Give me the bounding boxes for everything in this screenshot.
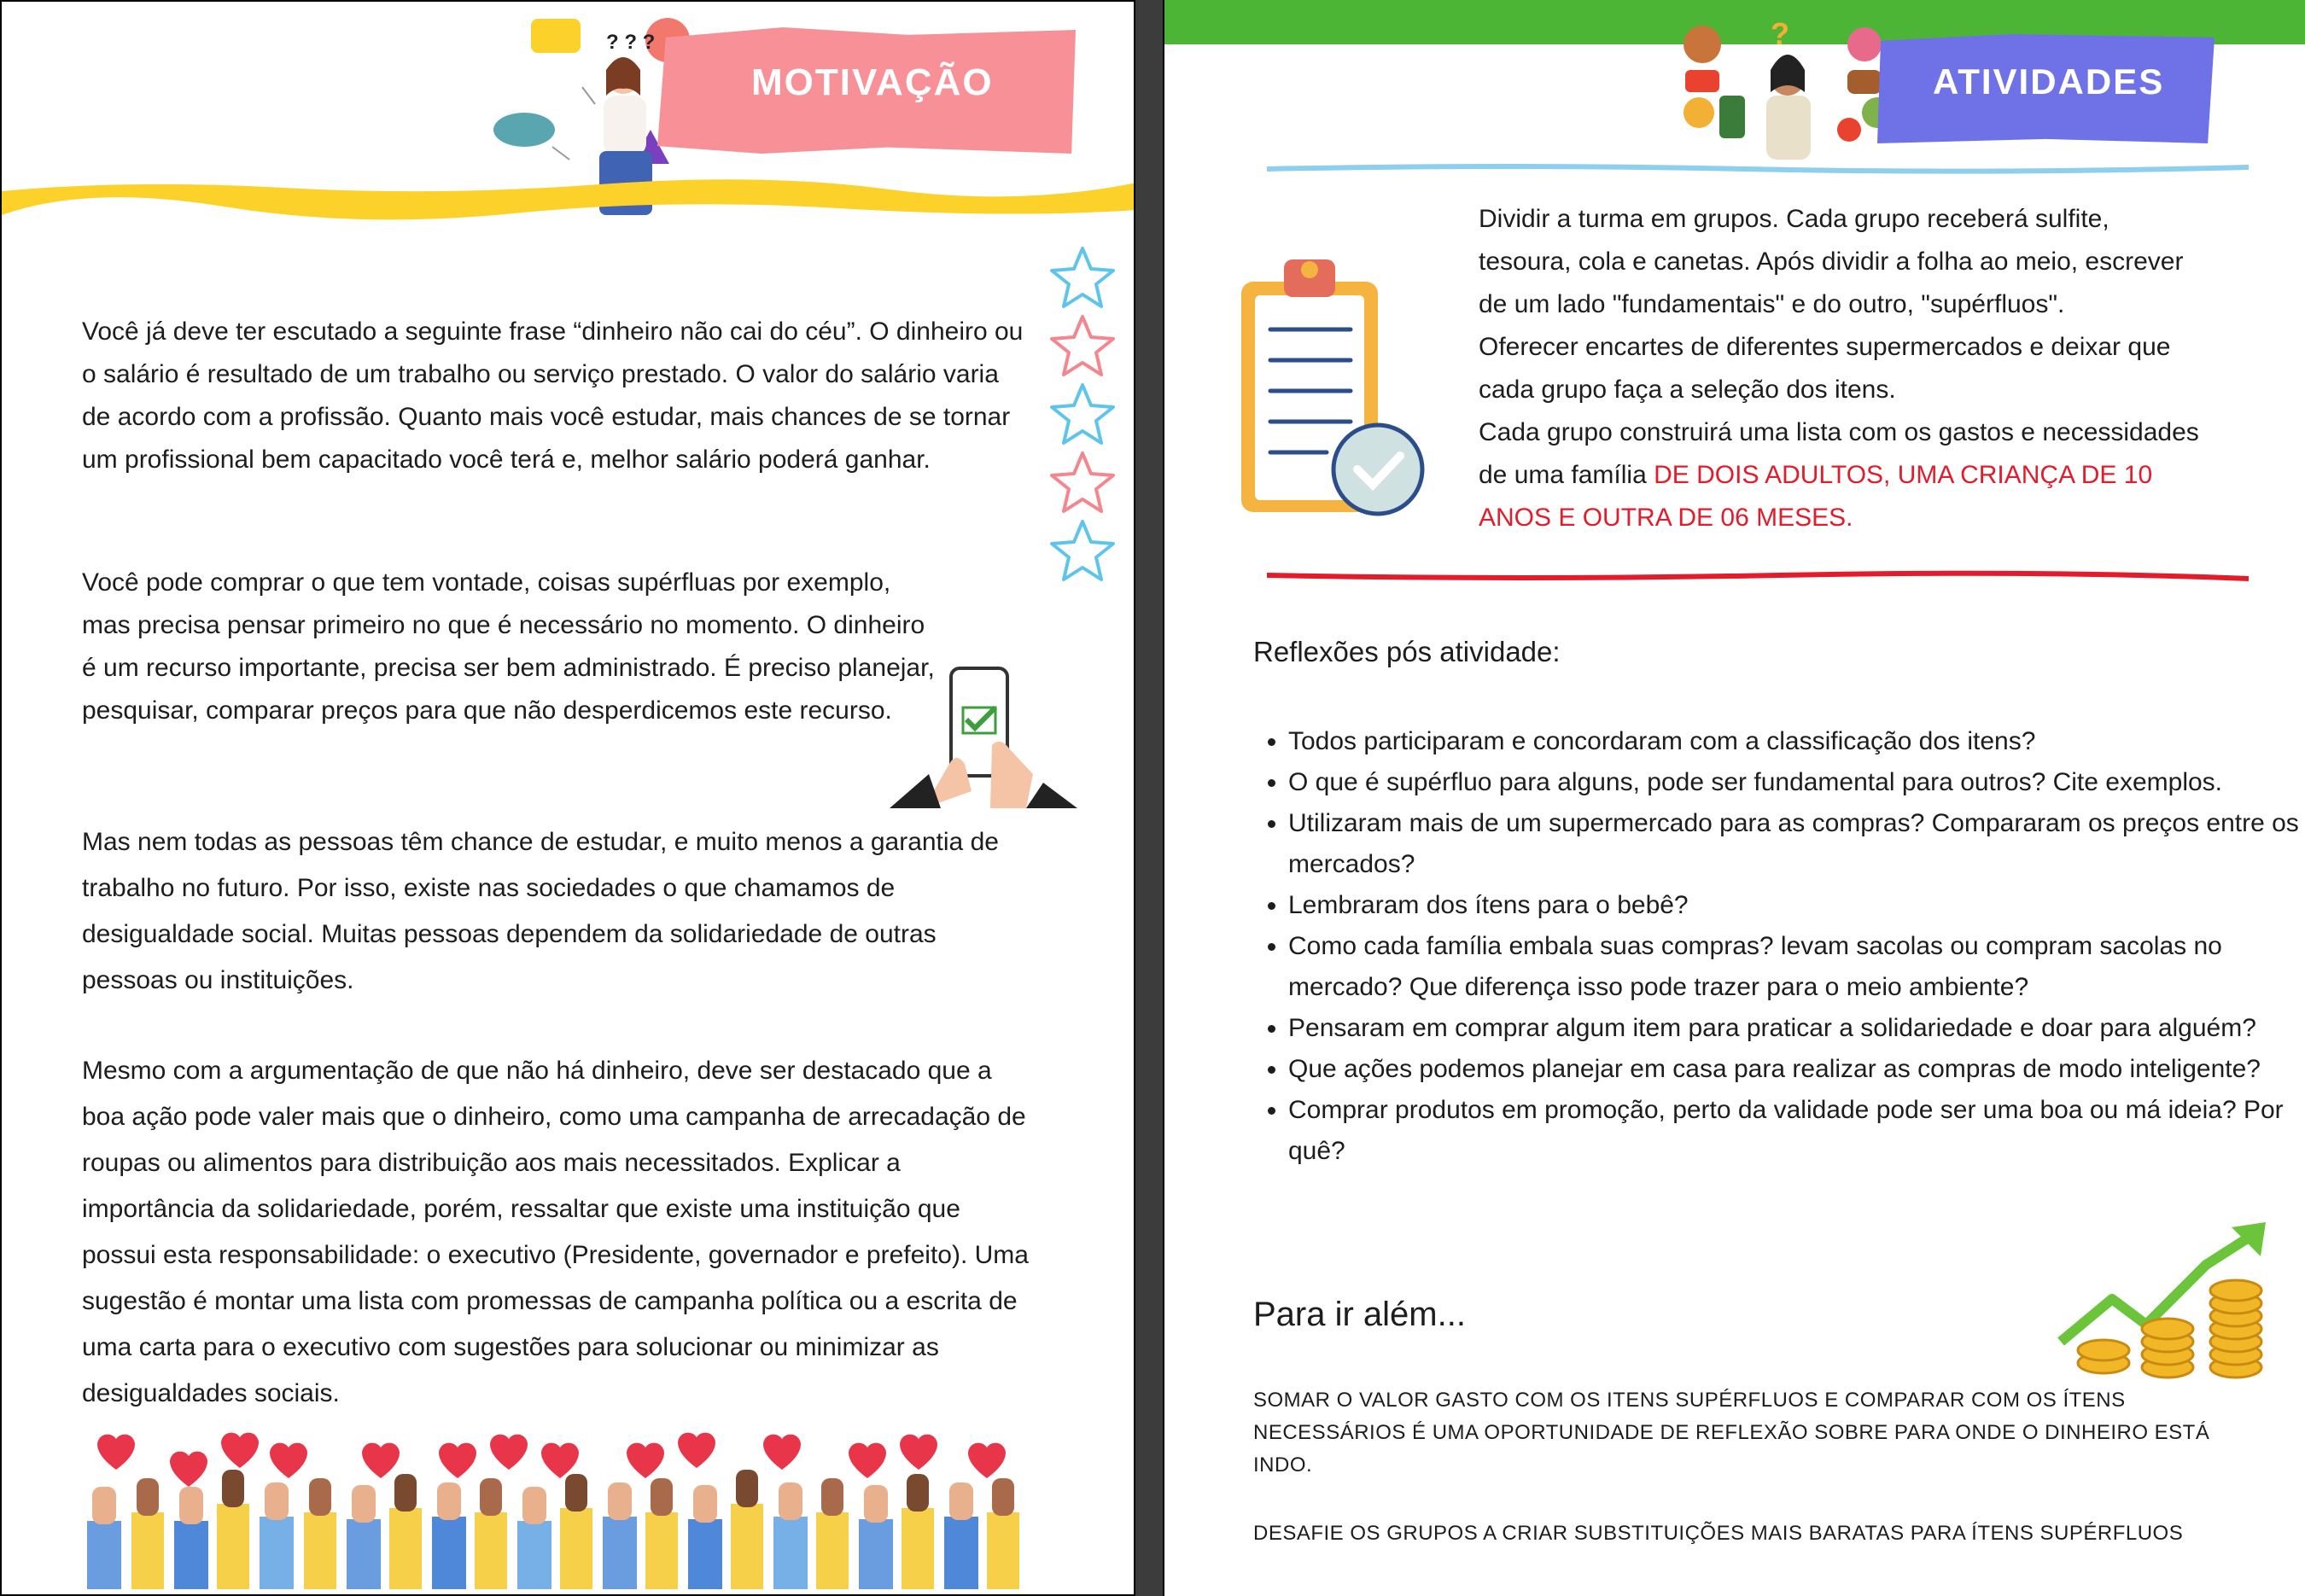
raised-hands-hearts-illustration — [80, 1418, 1028, 1589]
list-item: • Como cada família embala suas compras? levam sacolas ou compram sacolas no mercado? Que diferença isso pode trazer para o meio ambiente? — [1288, 926, 2305, 1008]
list-item: • Pensaram em comprar algum item para praticar a solidariedade e doar para alguém? — [1288, 1008, 2305, 1049]
clipboard-check-icon — [1233, 248, 1429, 529]
blue-brush-line — [1267, 162, 2249, 176]
activity-line: Cada grupo construirá uma lista com os gastos e necessidades — [1479, 418, 2199, 446]
coins-growth-arrow-icon — [2052, 1222, 2291, 1380]
list-item: • Utilizaram mais de um supermercado para as compras? Compararam os preços entre os mercados? — [1288, 803, 2305, 885]
paragraph-3: Mas nem todas as pessoas têm chance de estudar, e muito menos a garantia de trabalho no futuro. Por isso, existe nas sociedades o que chamamos de desigualdade social. Muitas pessoas dependem da solidariedade de outras pessoas ou instituições. — [82, 828, 999, 994]
beyond-text-2: DESAFIE OS GRUPOS A CRIAR SUBSTITUIÇÕES MAIS BARATAS PARA ÍTENS SUPÉRFLUOS — [1253, 1522, 2184, 1545]
page-atividades — [1163, 0, 2305, 1596]
page-title-motivacao: MOTIVAÇÃO — [751, 61, 994, 103]
activity-line: tesoura, cola e canetas. Após dividir a folha ao meio, escrever — [1479, 248, 2184, 276]
beyond-heading: Para ir além... — [1253, 1296, 1466, 1333]
activity-line: cada grupo faça a seleção dos itens. — [1479, 376, 1896, 404]
beyond-text-1: SOMAR O VALOR GASTO COM OS ITENS SUPÉRFLUOS E COMPARAR COM OS ÍTENS NECESSÁRIOS É UMA OPORTUNIDADE DE REFLEXÃO SOBRE PARA ONDE O DINHEIRO ESTÁ INDO. — [1253, 1389, 2210, 1477]
paragraph-4: Mesmo com a argumentação de que não há dinheiro, deve ser destacado que a boa ação pode valer mais que o dinheiro, como uma campanha de arrecadação de roupas ou alimentos para distribuição aos mais necessitados. Explicar a importância da solidariedade, porém, ressaltar que existe uma instituição que possui esta responsabilidade: o executivo (Presidente, governador e prefeito). Uma sugestão é montar uma lista com promessas de campanha política ou a escrita de uma carta para o executivo com sugestões para solucionar ou minimizar as desigualdades sociais. — [82, 1057, 1029, 1407]
list-item: • O que é supérfluo para alguns, pode ser fundamental para outros? Cite exemplos. — [1288, 762, 2305, 803]
yellow-brush-stripe — [2, 172, 1135, 222]
activity-line: de um lado "fundamentais" e do outro, "supérfluos". — [1479, 290, 2065, 318]
list-item: • Comprar produtos em promoção, perto da validade pode ser uma boa ou má ideia? Por quê? — [1288, 1090, 2305, 1172]
phone-checkmark-icon — [890, 663, 1077, 808]
activity-line-text: de uma família — [1479, 461, 1654, 489]
page-title-atividades: ATIVIDADES — [1933, 61, 2165, 102]
activity-line — [1479, 454, 2281, 497]
highlight-family-text: DE DOIS ADULTOS, UMA CRIANÇA DE 10 — [1654, 461, 2153, 489]
activity-instructions — [1479, 198, 2281, 539]
paragraph-1: Você já deve ter escutado a seguinte frase “dinheiro não cai do céu”. O dinheiro ou o salário é resultado de um trabalho ou serviço prestado. O valor do salário varia de acordo com a profissão. Quanto mais você estudar, mais chances de se tornar um profissional bem capacitado você terá e, melhor salário poderá ganhar. — [82, 317, 1024, 474]
reflections-heading: Reflexões pós atividade: — [1253, 636, 1561, 667]
stars-decoration — [1050, 245, 1118, 595]
activity-line: Dividir a turma em grupos. Cada grupo receberá sulfite, — [1479, 205, 2110, 233]
food-woman-illustration — [1668, 10, 1907, 160]
page-motivacao — [0, 0, 1135, 1596]
svg-text:?: ? — [1771, 16, 1789, 51]
highlight-family-text-2: ANOS E OUTRA DE 06 MESES. — [1479, 504, 1853, 532]
reflections-list — [1254, 721, 2305, 1172]
list-item: • Todos participaram e concordaram com a classificação dos itens? — [1288, 721, 2305, 762]
paragraph-2: Você pode comprar o que tem vontade, coisas supérfluas por exemplo, mas precisa pensar primeiro no que é necessário no momento. O dinheiro é um recurso importante, precisa ser bem administrado. É preciso planejar, pesquisar, comparar preços para que não desperdicemos este recurso. — [82, 568, 935, 725]
red-brush-line — [1267, 570, 2249, 584]
question-marks: ? ? ? — [606, 31, 656, 54]
list-item: • Que ações podemos planejar em casa para realizar as compras de modo inteligente? — [1288, 1049, 2305, 1090]
list-item: • Lembraram dos ítens para o bebê? — [1288, 885, 2305, 926]
activity-line: Oferecer encartes de diferentes supermercados e deixar que — [1479, 333, 2171, 361]
